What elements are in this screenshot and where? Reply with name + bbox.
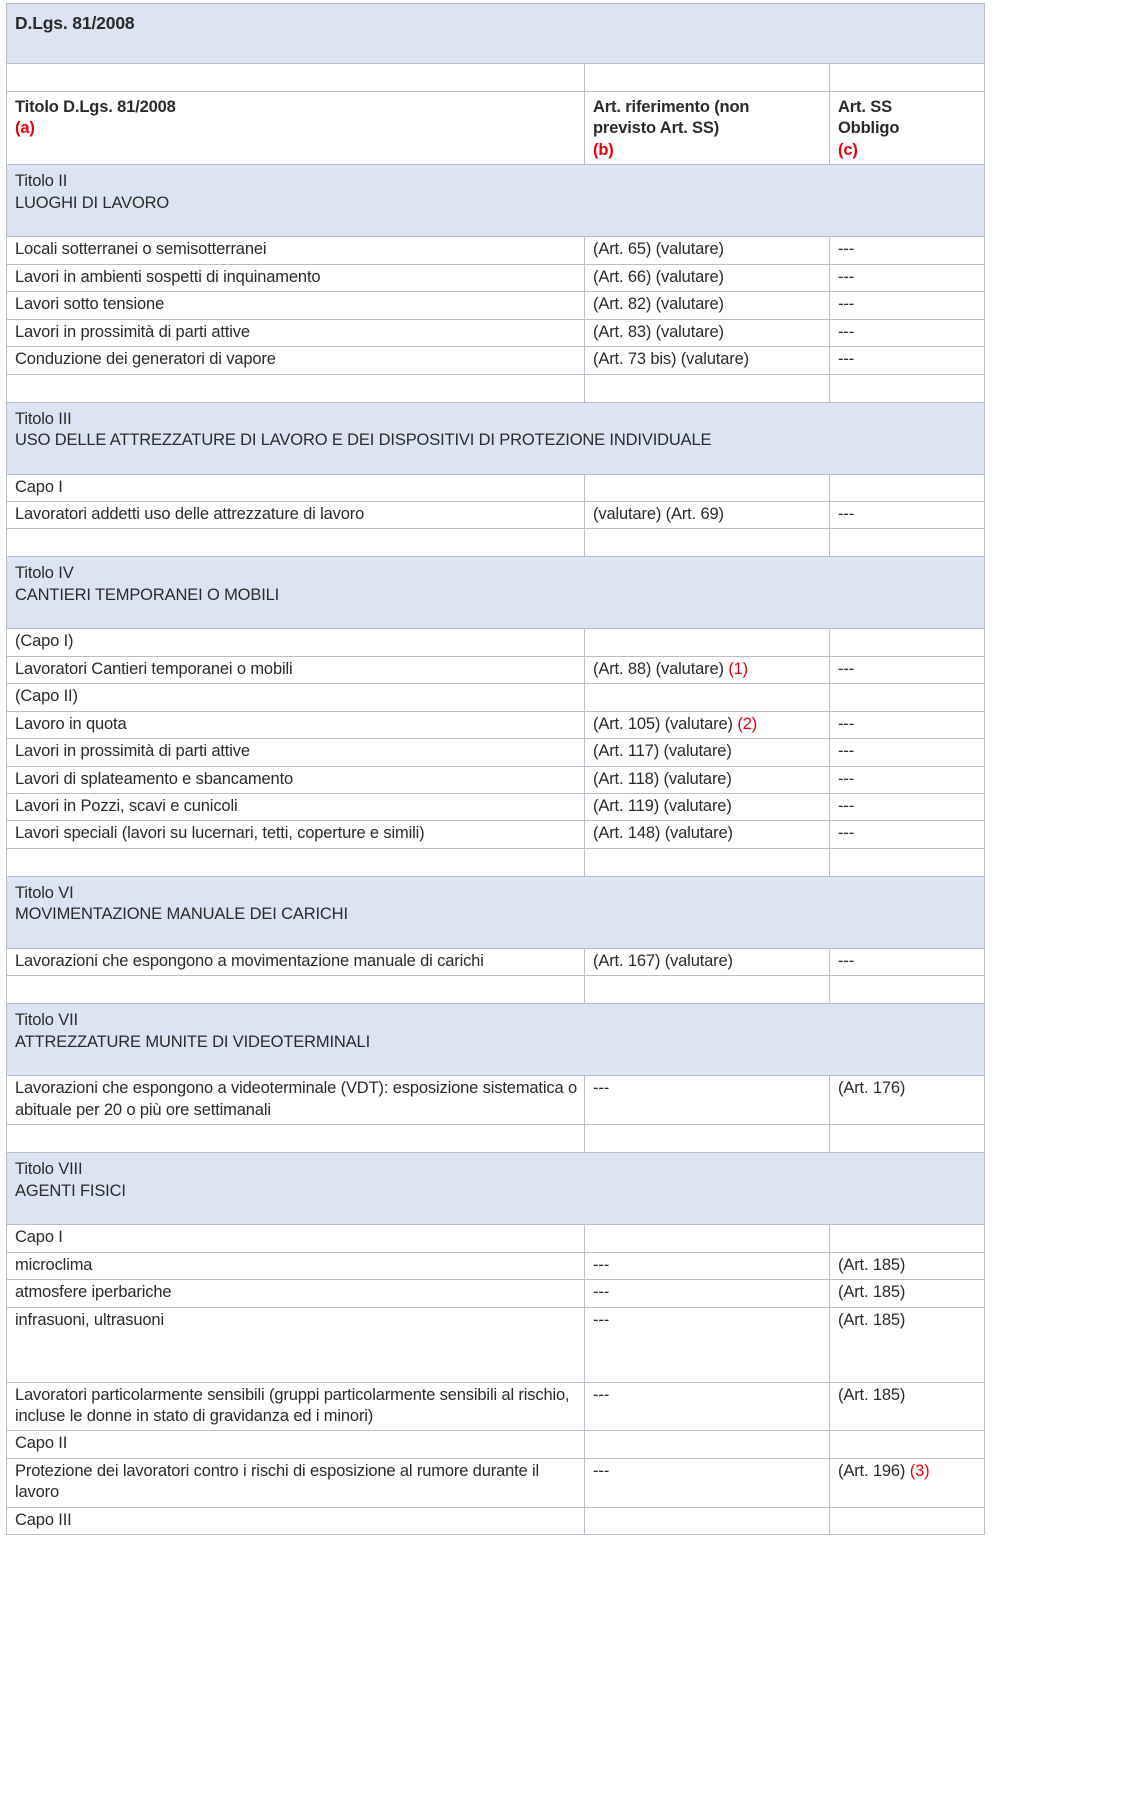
- table-row: [7, 347, 985, 374]
- row-art-riferimento-value: ---: [593, 1079, 610, 1098]
- spacer-cell-col2: [585, 976, 830, 1004]
- row-art-riferimento-value: ---: [593, 1385, 610, 1404]
- row-titolo-cell: Lavoratori Cantieri temporanei o mobili: [7, 656, 585, 683]
- spacer-row-top: [7, 64, 985, 92]
- row-art-ss-obbligo-cell: [830, 1458, 985, 1507]
- row-art-riferimento-cell: [585, 948, 830, 975]
- row-art-ss-obbligo-cell: [830, 501, 985, 528]
- row-titolo-cell: Lavoratori addetti uso delle attrezzature di lavoro: [7, 501, 585, 528]
- section-number: Titolo III: [15, 409, 72, 428]
- header-cell-art-ss-obbligo: [830, 92, 985, 165]
- table-row: [7, 656, 985, 683]
- row-art-ss-obbligo-cell: [830, 821, 985, 848]
- spacer-cell-col2: [585, 64, 830, 92]
- table-row: [7, 794, 985, 821]
- section-header-cell: [7, 876, 985, 948]
- section-number: Titolo VIII: [15, 1160, 83, 1179]
- spacer-cell-col3: [830, 374, 985, 402]
- table-row: [7, 237, 985, 264]
- header-art-ss-footnote: (c): [838, 140, 858, 159]
- spacer-cell-col3: [830, 529, 985, 557]
- row-art-riferimento-cell: [585, 656, 830, 683]
- spacer-row: [7, 976, 985, 1004]
- table-row: [7, 766, 985, 793]
- header-titolo-footnote: (a): [15, 119, 35, 138]
- row-art-riferimento-value: ---: [593, 1461, 610, 1480]
- row-art-ss-obbligo-value: ---: [838, 504, 855, 523]
- row-titolo-cell: Lavori sotto tensione: [7, 292, 585, 319]
- section-header-cell: [7, 557, 985, 629]
- row-art-ss-obbligo-cell: [830, 684, 985, 711]
- spacer-cell-col1: [7, 848, 585, 876]
- row-art-riferimento-cell: [585, 1225, 830, 1252]
- spacer-cell-col3: [830, 848, 985, 876]
- spacer-row: [7, 1125, 985, 1153]
- row-titolo-cell: Lavori in prossimità di parti attive: [7, 319, 585, 346]
- row-art-ss-obbligo-cell: [830, 1307, 985, 1382]
- spacer-cell-col1: [7, 976, 585, 1004]
- row-art-ss-obbligo-cell: [830, 264, 985, 291]
- spacer-cell-col3: [830, 1125, 985, 1153]
- section-header-titolo-vii: [7, 1004, 985, 1076]
- spacer-cell-col1: [7, 1125, 585, 1153]
- row-art-ss-obbligo-value: (Art. 196): [838, 1461, 906, 1480]
- row-art-riferimento-cell: [585, 1252, 830, 1279]
- row-art-riferimento-cell: [585, 292, 830, 319]
- row-art-riferimento-value: (Art. 88) (valutare): [593, 659, 724, 678]
- row-art-riferimento-value: ---: [593, 1255, 610, 1274]
- section-name: ATTREZZATURE MUNITE DI VIDEOTERMINALI: [15, 1032, 371, 1051]
- row-titolo-cell: Lavorazioni che espongono a movimentazione manuale di carichi: [7, 948, 585, 975]
- row-art-riferimento-cell: [585, 1307, 830, 1382]
- row-art-riferimento-cell: [585, 1458, 830, 1507]
- row-art-ss-obbligo-value: ---: [838, 322, 855, 341]
- row-art-riferimento-footnote: (1): [728, 659, 749, 678]
- row-titolo-cell: Capo I: [7, 474, 585, 501]
- row-art-ss-obbligo-value: ---: [838, 659, 855, 678]
- row-art-ss-obbligo-value: ---: [838, 295, 855, 314]
- section-name: LUOGHI DI LAVORO: [15, 193, 170, 212]
- row-art-ss-obbligo-cell: [830, 794, 985, 821]
- row-art-ss-obbligo-value: ---: [838, 769, 855, 788]
- table-row: [7, 711, 985, 738]
- row-art-ss-obbligo-cell: [830, 347, 985, 374]
- row-titolo-cell: (Capo I): [7, 629, 585, 656]
- row-art-riferimento-cell: [585, 1507, 830, 1534]
- table-row: [7, 1076, 985, 1125]
- row-art-ss-obbligo-value: ---: [838, 951, 855, 970]
- row-art-riferimento-value: (Art. 167) (valutare): [593, 951, 733, 970]
- row-art-riferimento-value: (Art. 65) (valutare): [593, 240, 724, 259]
- row-art-ss-obbligo-value: ---: [838, 267, 855, 286]
- row-titolo-cell: infrasuoni, ultrasuoni: [7, 1307, 585, 1382]
- row-art-riferimento-cell: [585, 711, 830, 738]
- row-titolo-cell: Lavori in prossimità di parti attive: [7, 739, 585, 766]
- row-art-ss-obbligo-cell: [830, 1225, 985, 1252]
- table-row: [7, 1458, 985, 1507]
- table-row: [7, 474, 985, 501]
- row-art-riferimento-value: (Art. 105) (valutare): [593, 714, 733, 733]
- row-art-riferimento-cell: [585, 1280, 830, 1307]
- row-art-ss-obbligo-value: (Art. 185): [838, 1310, 906, 1329]
- spacer-cell-col2: [585, 529, 830, 557]
- spacer-row: [7, 848, 985, 876]
- row-art-ss-obbligo-cell: [830, 1507, 985, 1534]
- row-titolo-cell: Capo I: [7, 1225, 585, 1252]
- row-art-ss-obbligo-cell: [830, 474, 985, 501]
- row-art-ss-obbligo-cell: [830, 1280, 985, 1307]
- row-titolo-cell: Lavori speciali (lavori su lucernari, tetti, coperture e simili): [7, 821, 585, 848]
- row-art-riferimento-value: (valutare) (Art. 69): [593, 504, 724, 523]
- row-art-ss-obbligo-value: ---: [838, 824, 855, 843]
- table-row: [7, 1431, 985, 1458]
- table-row: [7, 739, 985, 766]
- row-art-riferimento-cell: [585, 1431, 830, 1458]
- row-art-riferimento-value: (Art. 73 bis) (valutare): [593, 350, 749, 369]
- table-row: [7, 1507, 985, 1534]
- row-art-ss-obbligo-cell: [830, 1252, 985, 1279]
- section-header-titolo-ii: [7, 165, 985, 237]
- row-art-riferimento-footnote: (2): [737, 714, 758, 733]
- row-titolo-cell: Lavoro in quota: [7, 711, 585, 738]
- header-cell-titolo: [7, 92, 585, 165]
- table-row: [7, 292, 985, 319]
- row-art-riferimento-cell: [585, 1076, 830, 1125]
- section-header-titolo-viii: [7, 1153, 985, 1225]
- row-art-riferimento-value: (Art. 119) (valutare): [593, 797, 732, 815]
- row-art-ss-obbligo-cell: [830, 739, 985, 766]
- spacer-cell-col3: [830, 64, 985, 92]
- row-art-riferimento-cell: [585, 319, 830, 346]
- table-row: [7, 1252, 985, 1279]
- row-art-riferimento-value: (Art. 148) (valutare): [593, 824, 733, 843]
- row-art-ss-obbligo-cell: [830, 319, 985, 346]
- compliance-table: [6, 3, 985, 1535]
- row-titolo-cell: microclima: [7, 1252, 585, 1279]
- row-art-riferimento-cell: [585, 684, 830, 711]
- spacer-cell-col2: [585, 848, 830, 876]
- table-row: [7, 684, 985, 711]
- spacer-row: [7, 374, 985, 402]
- row-art-riferimento-cell: [585, 766, 830, 793]
- row-art-riferimento-cell: [585, 1382, 830, 1431]
- row-art-ss-obbligo-cell: [830, 656, 985, 683]
- table-row: [7, 1307, 985, 1382]
- section-header-titolo-iii: [7, 402, 985, 474]
- row-art-ss-obbligo-cell: [830, 766, 985, 793]
- row-titolo-cell: Lavori in Pozzi, scavi e cunicoli: [7, 794, 585, 821]
- spacer-cell-col1: [7, 374, 585, 402]
- row-art-riferimento-value: (Art. 83) (valutare): [593, 322, 724, 341]
- section-name: CANTIERI TEMPORANEI O MOBILI: [15, 585, 280, 604]
- spacer-cell-col1: [7, 529, 585, 557]
- row-art-ss-obbligo-footnote: (3): [909, 1461, 930, 1480]
- table-row: [7, 948, 985, 975]
- table-header-row: [7, 92, 985, 165]
- section-number: Titolo IV: [15, 564, 74, 583]
- row-art-riferimento-value: (Art. 117) (valutare): [593, 742, 732, 761]
- header-art-ss-line2: Obbligo: [838, 119, 900, 138]
- section-header-titolo-iv: [7, 557, 985, 629]
- table-row: [7, 629, 985, 656]
- table-row: [7, 821, 985, 848]
- table-row: [7, 1225, 985, 1252]
- row-art-riferimento-cell: [585, 237, 830, 264]
- row-art-riferimento-value: (Art. 82) (valutare): [593, 295, 724, 314]
- row-art-ss-obbligo-value: (Art. 185): [838, 1385, 906, 1404]
- row-art-riferimento-cell: [585, 821, 830, 848]
- spacer-cell-col2: [585, 1125, 830, 1153]
- section-name: MOVIMENTAZIONE MANUALE DEI CARICHI: [15, 905, 348, 924]
- section-name: USO DELLE ATTREZZATURE DI LAVORO E DEI DISPOSITIVI DI PROTEZIONE INDIVIDUALE: [15, 430, 712, 449]
- section-header-titolo-vi: [7, 876, 985, 948]
- row-titolo-cell: atmosfere iperbariche: [7, 1280, 585, 1307]
- row-titolo-cell: Capo III: [7, 1507, 585, 1534]
- row-art-riferimento-cell: [585, 794, 830, 821]
- section-number: Titolo VII: [15, 1011, 78, 1030]
- spacer-cell-col3: [830, 976, 985, 1004]
- row-art-ss-obbligo-value: ---: [838, 350, 855, 369]
- row-art-ss-obbligo-cell: [830, 1431, 985, 1458]
- section-number: Titolo II: [15, 172, 68, 191]
- section-number: Titolo VI: [15, 883, 74, 902]
- row-art-riferimento-cell: [585, 474, 830, 501]
- header-art-riferimento-line2: previsto Art. SS): [593, 119, 720, 138]
- row-art-riferimento-cell: [585, 501, 830, 528]
- row-titolo-cell: Locali sotterranei o semisotterranei: [7, 237, 585, 264]
- row-art-ss-obbligo-value: ---: [838, 714, 855, 733]
- row-art-riferimento-value: ---: [593, 1310, 610, 1329]
- row-art-riferimento-value: (Art. 66) (valutare): [593, 267, 724, 286]
- section-header-cell: [7, 1153, 985, 1225]
- row-art-ss-obbligo-cell: [830, 629, 985, 656]
- row-art-ss-obbligo-value: ---: [838, 797, 855, 815]
- row-art-ss-obbligo-value: (Art. 185): [838, 1255, 906, 1274]
- row-titolo-cell: Lavori di splateamento e sbancamento: [7, 766, 585, 793]
- row-art-ss-obbligo-value: (Art. 185): [838, 1283, 906, 1302]
- row-titolo-cell: Capo II: [7, 1431, 585, 1458]
- row-art-ss-obbligo-value: ---: [838, 742, 855, 761]
- row-titolo-cell: Conduzione dei generatori di vapore: [7, 347, 585, 374]
- section-header-cell: [7, 165, 985, 237]
- row-art-riferimento-value: (Art. 118) (valutare): [593, 769, 732, 788]
- row-titolo-cell: Lavoratori particolarmente sensibili (gruppi particolarmente sensibili al rischio, incluse le donne in stato di gravidanza ed i minori): [7, 1382, 585, 1431]
- table-row: [7, 501, 985, 528]
- row-art-ss-obbligo-cell: [830, 711, 985, 738]
- section-header-cell: [7, 1004, 985, 1076]
- header-art-riferimento-footnote: (b): [593, 140, 614, 159]
- row-art-riferimento-cell: [585, 264, 830, 291]
- row-titolo-cell: Lavorazioni che espongono a videoterminale (VDT): esposizione sistematica o abituale per 20 o più ore settimanali: [7, 1076, 585, 1125]
- row-art-ss-obbligo-cell: [830, 237, 985, 264]
- section-name: AGENTI FISICI: [15, 1181, 126, 1200]
- row-titolo-cell: (Capo II): [7, 684, 585, 711]
- section-header-cell: [7, 402, 985, 474]
- table-row: [7, 1280, 985, 1307]
- table-row: [7, 1382, 985, 1431]
- table-row: [7, 264, 985, 291]
- row-art-riferimento-cell: [585, 629, 830, 656]
- document-title: D.Lgs. 81/2008: [7, 4, 985, 64]
- row-art-riferimento-value: ---: [593, 1283, 610, 1302]
- row-art-ss-obbligo-cell: [830, 292, 985, 319]
- spacer-row: [7, 529, 985, 557]
- header-art-ss-line1: Art. SS: [838, 98, 892, 116]
- row-art-ss-obbligo-cell: [830, 948, 985, 975]
- row-titolo-cell: Lavori in ambienti sospetti di inquinamento: [7, 264, 585, 291]
- document-title-row: [7, 4, 985, 64]
- table-row: [7, 319, 985, 346]
- header-cell-art-riferimento: [585, 92, 830, 165]
- row-art-riferimento-cell: [585, 739, 830, 766]
- row-art-ss-obbligo-value: (Art. 176): [838, 1079, 906, 1098]
- header-titolo-label: Titolo D.Lgs. 81/2008: [15, 98, 176, 116]
- spacer-cell-col2: [585, 374, 830, 402]
- spacer-cell-col1: [7, 64, 585, 92]
- row-art-ss-obbligo-cell: [830, 1382, 985, 1431]
- row-art-ss-obbligo-cell: [830, 1076, 985, 1125]
- row-titolo-cell: Protezione dei lavoratori contro i rischi di esposizione al rumore durante il lavoro: [7, 1458, 585, 1507]
- row-art-riferimento-cell: [585, 347, 830, 374]
- header-art-riferimento-line1: Art. riferimento (non: [593, 98, 750, 116]
- row-art-ss-obbligo-value: ---: [838, 240, 855, 259]
